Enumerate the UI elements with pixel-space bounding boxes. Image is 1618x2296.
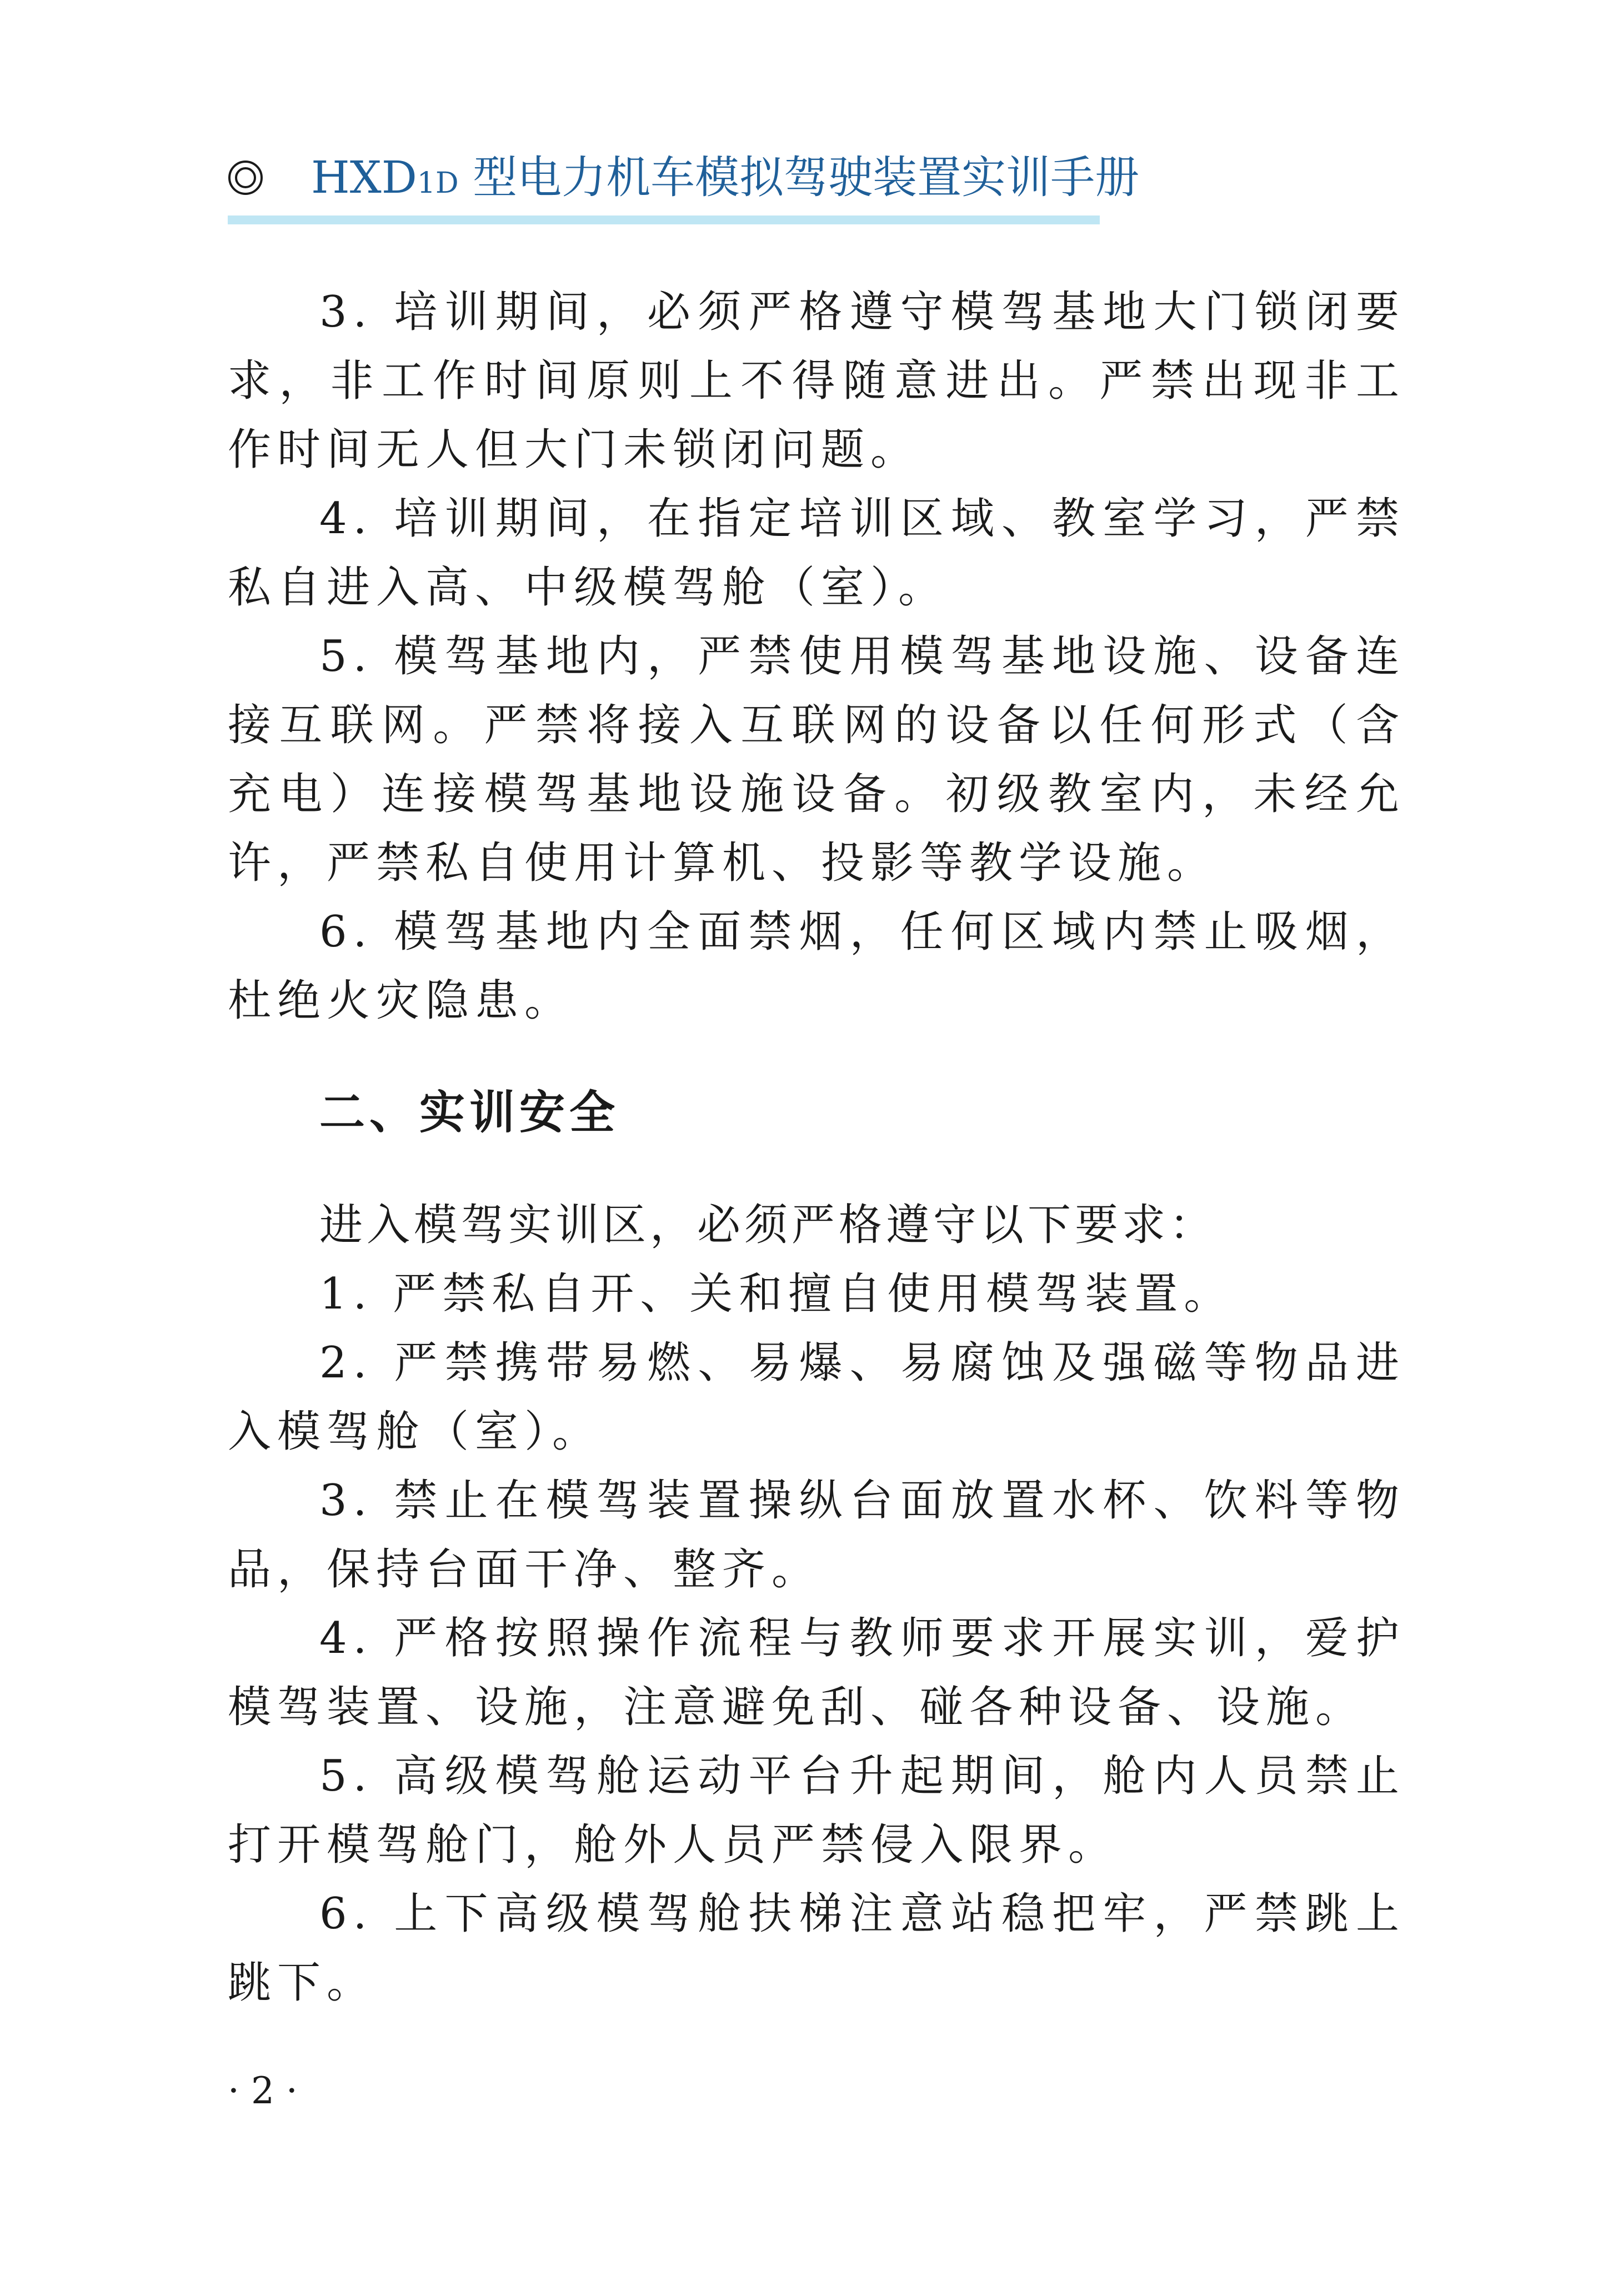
book-title-rest: 型电力机车模拟驾驶装置实训手册 [458, 152, 1140, 203]
book-title-model: HXD [311, 152, 417, 203]
paragraph-safety-5: 5. 高级模驾舱运动平台升起期间，舱内人员禁止打开模驾舱门，舱外人员严禁侵入限界。 [228, 1751, 1405, 1870]
page-body [228, 278, 1405, 2017]
paragraph-rule-5: 5. 模驾基地内，严禁使用模驾基地设施、设备连接互联网。严禁将接入互联网的设备以任何形式（含充电）连接模驾基地设施设备。初级教室内，未经允许，严禁私自使用计算机、投影等教学设施。 [228, 631, 1405, 888]
book-title-model-sub: 1D [417, 167, 459, 200]
running-header [228, 150, 1140, 228]
paragraph-rule-4: 4. 培训期间，在指定培训区域、教室学习，严禁私自进入高、中级模驾舱（室）。 [228, 494, 1405, 613]
paragraph-safety-2: 2. 严禁携带易燃、易爆、易腐蚀及强磁等物品进入模驾舱（室）。 [228, 1338, 1405, 1457]
header-rule [228, 215, 1100, 224]
paragraph-safety-4: 4. 严格按照操作流程与教师要求开展实训，爱护模驾装置、设施，注意避免刮、碰各种设备、设施。 [228, 1613, 1405, 1732]
paragraph-safety-3: 3. 禁止在模驾装置操纵台面放置水杯、饮料等物品，保持台面干净、整齐。 [228, 1476, 1405, 1595]
paragraph-rule-3: 3. 培训期间，必须严格遵守模驾基地大门锁闭要求，非工作时间原则上不得随意进出。严禁出现非工作时间无人但大门未锁闭问题。 [228, 287, 1405, 475]
section-title: 二、实训安全 [319, 1086, 620, 1139]
book-title [311, 150, 1139, 211]
paragraph-safety-6: 6. 上下高级模驾舱扶梯注意站稳把牢，严禁跳上跳下。 [228, 1889, 1405, 2008]
paragraph-rule-6: 6. 模驾基地内全面禁烟，任何区域内禁止吸烟，杜绝火灾隐患。 [228, 907, 1405, 1026]
page-number: · 2 · [228, 2069, 298, 2112]
double-circle-icon [228, 160, 263, 195]
paragraph-intro: 进入模驾实训区，必须严格遵守以下要求： [319, 1200, 1217, 1250]
paragraph-safety-1: 1. 严禁私自开、关和擅自使用模驾装置。 [319, 1269, 1234, 1319]
